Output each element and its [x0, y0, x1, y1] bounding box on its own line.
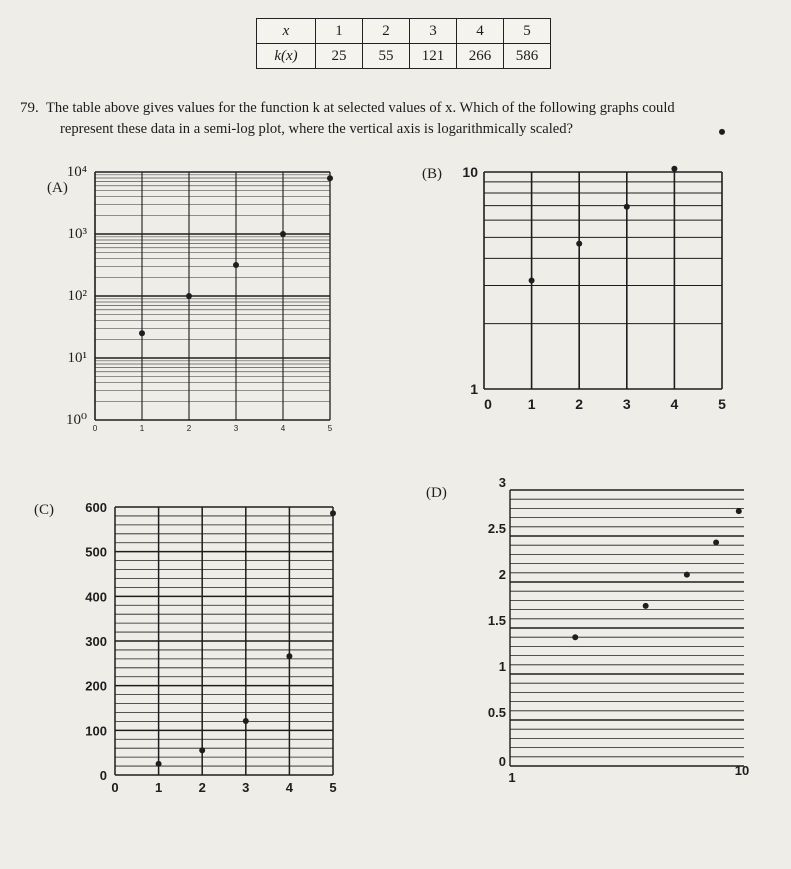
graph-a-data-point [139, 330, 145, 336]
graph-b-x-tick-label: 3 [622, 396, 631, 412]
graph-d-y-tick-label: 1 [498, 659, 506, 674]
graph-b-data-point [671, 166, 677, 172]
graph-a-y-tick-label: 10² [67, 288, 87, 304]
question-text-line1: The table above gives values for the function k at selected values of x. Which of the following graphs could [46, 100, 675, 116]
graph-b-x-tick-label: 0 [484, 396, 492, 412]
graph-d-label: (D) [426, 485, 447, 501]
k-cell: 121 [410, 44, 457, 69]
graph-a-x-tick-label: 5 [327, 424, 333, 433]
graph-d-y-tick-label: 3 [498, 475, 506, 490]
graph-a-x-tick-label: 1 [139, 424, 145, 433]
graph-a-x-tick-label: 2 [186, 424, 192, 433]
graph-c-data-point [243, 718, 249, 724]
x-cell: 2 [363, 19, 410, 44]
graph-b-x-tick-label: 1 [527, 396, 536, 412]
graph-d-x-tick-label: 1 [508, 770, 516, 785]
graph-b-data-point [576, 241, 582, 247]
k-cell: 25 [316, 44, 363, 69]
graph-c-x-tick-label: 5 [329, 780, 337, 795]
k-cell: 266 [457, 44, 504, 69]
graph-c-data-point [156, 761, 162, 767]
graph-a-y-tick-label: 10¹ [67, 350, 87, 366]
graph-c-x-tick-label: 0 [111, 780, 119, 795]
graph-a-y-tick-label: 10⁰ [65, 412, 87, 428]
graph-a-x-tick-label: 0 [92, 424, 98, 433]
x-cell: 5 [504, 19, 551, 44]
graph-c-data-point [286, 653, 292, 659]
graph-c-y-tick-label: 500 [85, 544, 107, 560]
graph-c-x-tick-label: 2 [198, 780, 206, 795]
graph-d-data-point [713, 539, 719, 545]
graph-d-data-point [736, 508, 742, 514]
graph-d-data-point [572, 634, 578, 640]
graph-c-data-point [199, 747, 205, 753]
graph-b-data-point [719, 129, 725, 135]
graph-a-data-point [186, 293, 192, 299]
graph-c-y-tick-label: 300 [85, 634, 107, 649]
graph-d-data-point [684, 572, 690, 578]
x-cell: 3 [410, 19, 457, 44]
graph-c-x-tick-label: 4 [285, 780, 294, 795]
graph-d-y-tick-label: 0.5 [487, 705, 506, 720]
k-cell: 55 [363, 44, 410, 69]
question-text-line2: represent these data in a semi-log plot, where the vertical axis is logarithmically scaled? [60, 121, 574, 137]
graph-a-data-point [233, 262, 239, 268]
graph-c-y-tick-label: 0 [99, 768, 107, 783]
graph-a-x-tick-label: 3 [233, 424, 239, 433]
graph-d-y-tick-label: 0 [498, 754, 506, 769]
graph-b-data-point [624, 204, 630, 210]
graph-c-label: (C) [34, 502, 54, 518]
graph-c-y-tick-label: 100 [85, 723, 107, 739]
graph-a-data-point [280, 231, 286, 237]
x-header: x [257, 19, 316, 44]
graph-b-y-tick-label: 1 [470, 381, 478, 397]
graph-a-y-tick-label: 10⁴ [66, 164, 87, 180]
k-header: k(x) [257, 44, 316, 69]
graph-b-x-tick-label: 4 [670, 396, 679, 412]
graph-d-y-tick-label: 1.5 [487, 613, 506, 628]
graph-d-y-tick-label: 2.5 [487, 521, 506, 536]
graph-a-x-tick-label: 4 [280, 424, 286, 433]
graph-c-y-tick-label: 400 [85, 589, 107, 605]
graph-c-x-tick-label: 3 [242, 780, 250, 795]
graph-d-data-point [643, 603, 649, 609]
graph-a-y-tick-label: 10³ [67, 226, 87, 242]
graph-b-y-tick-label: 10 [462, 164, 478, 180]
x-cell: 1 [316, 19, 363, 44]
graph-b-x-tick-label: 2 [575, 396, 584, 412]
graph-d-y-tick-label: 2 [498, 567, 506, 582]
graph-d-x-tick-label: 10 [734, 763, 750, 778]
graph-a-label: (A) [47, 180, 68, 196]
graph-c-x-tick-label: 1 [154, 780, 163, 795]
graph-c-data-point [330, 510, 336, 516]
graph-c-y-tick-label: 600 [85, 500, 107, 515]
k-cell: 586 [504, 44, 551, 69]
graph-b-label: (B) [422, 166, 442, 182]
graph-b-x-tick-label: 5 [718, 396, 726, 412]
graph-c-y-tick-label: 200 [85, 678, 107, 694]
graph-a-data-point [327, 175, 333, 181]
question-number: 79. [20, 100, 39, 116]
graph-b-data-point [529, 278, 535, 284]
x-cell: 4 [457, 19, 504, 44]
